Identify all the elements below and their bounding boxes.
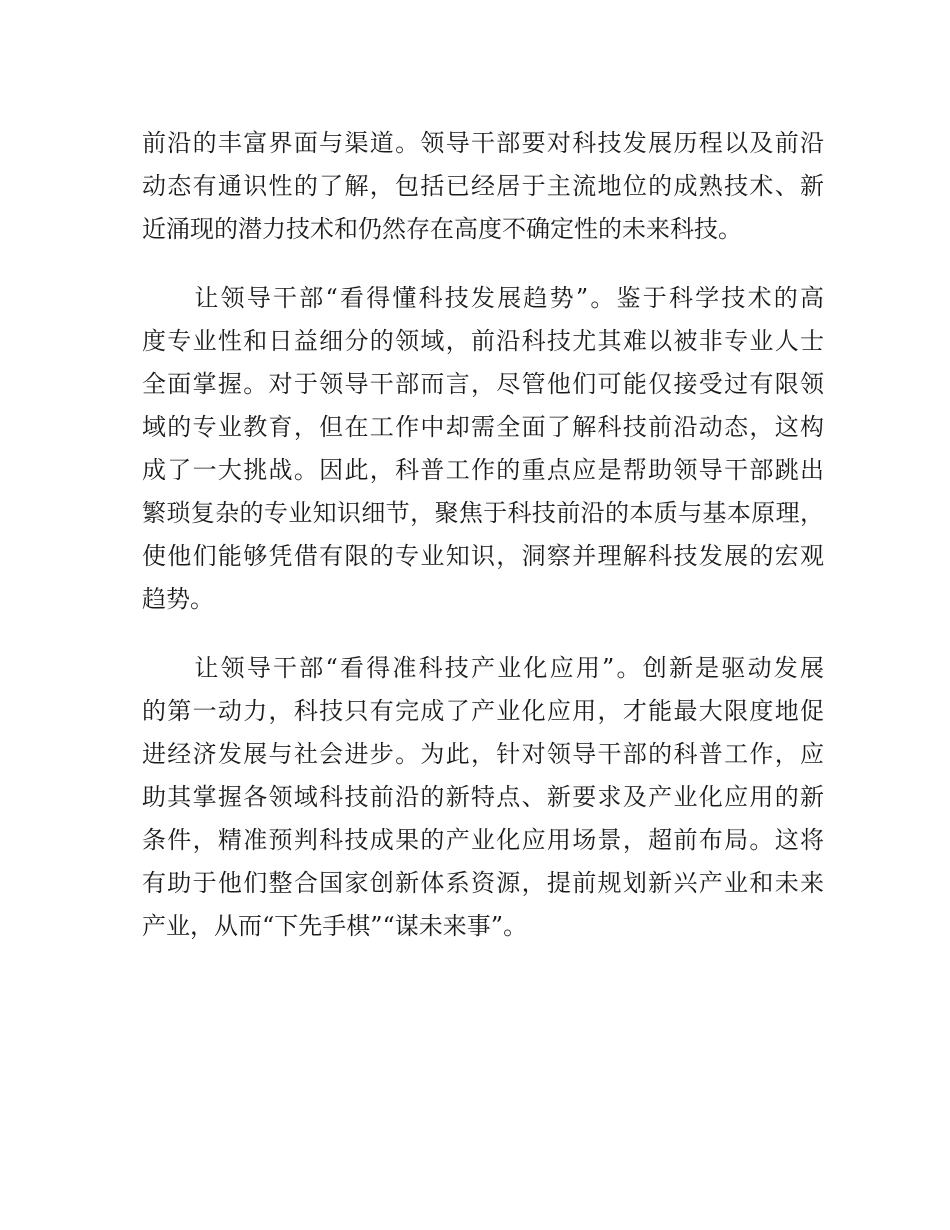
text-line: 条件，精准预判科技成果的产业化应用场景，超前布局。这将 [142, 826, 824, 854]
text-line: 全面掌握。对于领导干部而言，尽管他们可能仅接受过有限领 [142, 370, 824, 398]
document-body [142, 122, 824, 974]
text-line: 产业，从而“下先手棋”“谋未来事”。 [142, 912, 528, 940]
text-line: 前沿的丰富界面与渠道。领导干部要对科技发展历程以及前沿 [142, 129, 824, 157]
text-line: 繁琐复杂的专业知识细节，聚焦于科技前沿的本质与基本原理， [142, 499, 824, 527]
text-line: 度专业性和日益细分的领域，前沿科技尤其难以被非专业人士 [142, 327, 824, 355]
text-line: 使他们能够凭借有限的专业知识，洞察并理解科技发展的宏观 [142, 542, 824, 570]
paragraph-1 [142, 122, 824, 251]
text-line: 的第一动力，科技只有完成了产业化应用，才能最大限度地促 [142, 697, 824, 725]
text-line: 趋势。 [142, 585, 214, 613]
text-line: 域的专业教育，但在工作中却需全面了解科技前沿动态，这构 [142, 413, 824, 441]
text-line: 成了一大挑战。因此，科普工作的重点应是帮助领导干部跳出 [142, 456, 824, 484]
paragraph-2 [142, 277, 824, 621]
text-line: 有助于他们整合国家创新体系资源，提前规划新兴产业和未来 [142, 869, 824, 897]
paragraph-3 [142, 647, 824, 948]
text-line: 动态有通识性的了解，包括已经居于主流地位的成熟技术、新 [142, 172, 824, 200]
text-line: 让领导干部“看得懂科技发展趋势”。鉴于科学技术的高 [142, 284, 824, 312]
text-line: 让领导干部“看得准科技产业化应用”。创新是驱动发展 [142, 654, 824, 682]
text-line: 助其掌握各领域科技前沿的新特点、新要求及产业化应用的新 [142, 783, 824, 811]
text-line: 进经济发展与社会进步。为此，针对领导干部的科普工作，应 [142, 740, 824, 768]
text-line: 近涌现的潜力技术和仍然存在高度不确定性的未来科技。 [142, 215, 742, 243]
